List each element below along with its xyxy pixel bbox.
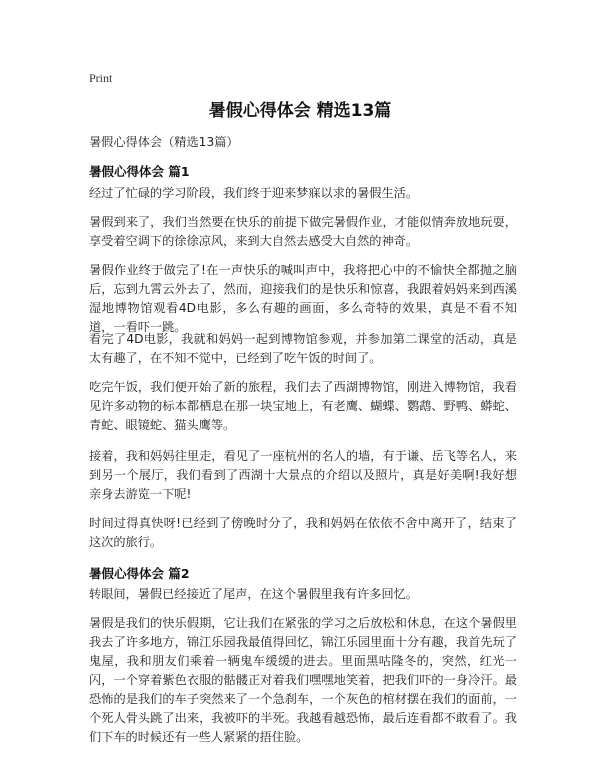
document-subtitle: 暑假心得体会（精选13篇） bbox=[89, 135, 239, 149]
paragraph: 暑假作业终于做完了!在一声快乐的喊叫声中，我将把心中的不愉快全都抛之脑后，忘到九霄云外去了，然而，迎接我们的是快乐和惊喜，我跟着妈妈来到西溪湿地博物馆观看4D电影，多么有趣的画面，多么奇特的效果，真是不看不知道，一看吓一跳。 bbox=[89, 263, 517, 334]
print-label[interactable]: Print bbox=[89, 71, 113, 85]
paragraph: 暑假到来了，我们当然要在快乐的前提下做完暑假作业，才能似情奔放地玩耍，享受着空调下的徐徐凉风，来到大自然去感受大自然的神奇。 bbox=[89, 215, 517, 248]
paragraph: 转眼间，暑假已经接近了尾声，在这个暑假里我有许多回忆。 bbox=[89, 587, 419, 601]
paragraph: 接着，我和妈妈往里走，看见了一座杭州的名人的墙，有于谦、岳飞等名人，来到另一个展厅，我们看到了西湖十大景点的介绍以及照片，真是好美啊!我好想亲身去游览一下呢! bbox=[89, 449, 517, 501]
paragraph: 时间过得真快呀!已经到了傍晚时分了，我和妈妈在依依不舍中离开了，结束了这次的旅行。 bbox=[89, 516, 517, 549]
page-title: 暑假心得体会 精选13篇 bbox=[208, 101, 392, 121]
section-heading-2: 暑假心得体会 篇2 bbox=[89, 566, 190, 581]
section-heading-1: 暑假心得体会 篇1 bbox=[89, 164, 190, 179]
paragraph: 吃完午饭，我们便开始了新的旅程，我们去了西湖博物馆，刚进入博物馆，我看见许多动物的标本都栖息在那一块宝地上，有老鹰、蝴蝶、鹦鹉、野鸭、蟒蛇、青蛇、眼镜蛇、猫头鹰等。 bbox=[89, 380, 517, 432]
paragraph: 看完了4D电影，我就和妈妈一起到博物馆参观，并参加第二课堂的活动，真是太有趣了，在不知不觉中，已经到了吃午饭的时间了。 bbox=[89, 332, 517, 365]
paragraph: 暑假是我们的快乐假期，它让我们在紧张的学习之后放松和休息，在这个暑假里我去了许多地方，锦江乐园我最值得回忆，锦江乐园里面十分有趣，我首先玩了鬼屋，我和朋友们乘着一辆鬼车缓缓的进去。里面黑咕隆冬的，突然，红光一闪，一个穿着紫色衣服的骷髅正对着我们嘿嘿地笑着，把我们吓的一身冷汗。最恐怖的是我们的车子突然来了一个急刹车，一个灰色的棺材摆在我们的面前，一个死人骨头跳了出来，我被吓的半死。我越看越恐怖，最后连看都不敢看了。我们下车的时候还有一些人紧紧的捂住脸。 bbox=[89, 616, 517, 744]
paragraph: 经过了忙碌的学习阶段，我们终于迎来梦寐以求的暑假生活。 bbox=[89, 186, 419, 200]
